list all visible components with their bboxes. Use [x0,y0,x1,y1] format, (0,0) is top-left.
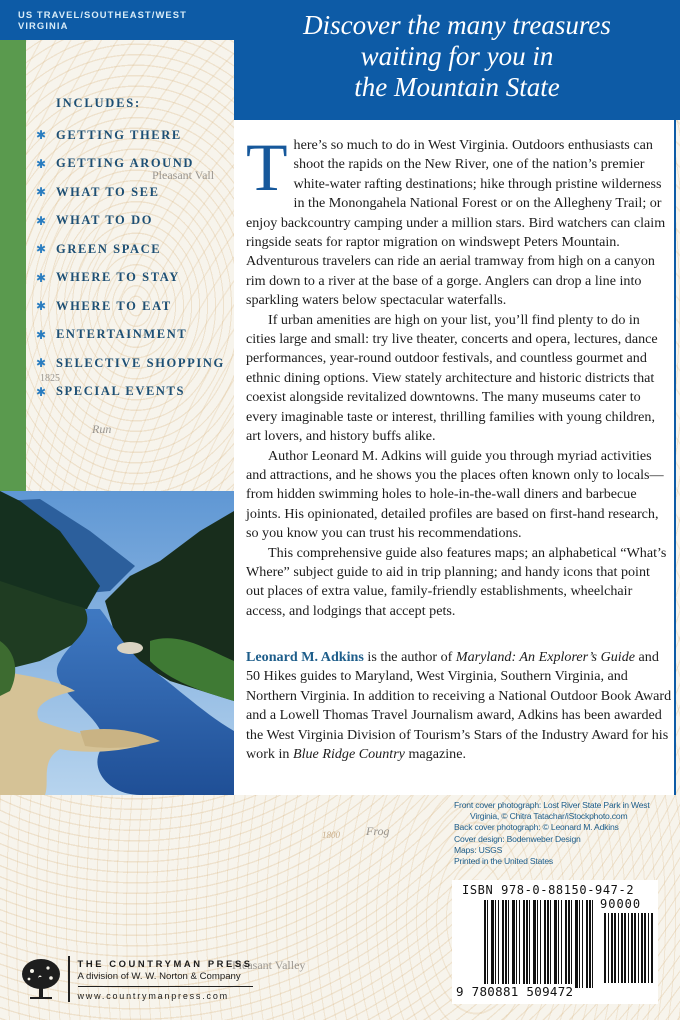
asterisk-bullet-icon: ✱ [36,327,48,342]
paragraph-intro: There’s so much to do in West Virginia. Outdoors enthusiasts can shoot the rapids on the New River, one of the nation’s premier white-water rafting destinations; hike through pristine wilderness in the Monongahela National Forest or on the Allegheny Trail; or enjoy backcountry camping under a million stars. Bird watchers can claim ringside seats for raptor migration on windswept Peters Mountain. Adventurous travelers can ride an aerial tramway from high on a canyon rim down to a river at the base of a gorge. Anglers can drop a line into sparkling waters below spectacular waterfalls. [246,129,666,309]
map-label-elevation-1825: 1825 [40,373,60,384]
credit-front-cover: Front cover photograph: Lost River State Park in West [454,800,650,810]
paragraph-urban: If urban amenities are high on your list, you’ll find plenty to do in cities large and small: try live theater, concerts and opera, lectures, dance performances, year-round outdoor festivals, and countless gourmet and ethnic dining options. View stately architecture and historic districts that coexist alongside revitalized downtowns. The many museums cater to every imaginable taste or interest, thrilling families with young children, art lovers, and history buffs alike. [246,311,658,445]
headline-line-2: waiting for you in [360,41,554,71]
headline-line-1: Discover the many treasures [303,10,611,40]
green-accent-strip [0,40,26,491]
includes-item: ✱ WHERE TO STAY [36,270,180,285]
drop-cap: T [246,129,288,205]
asterisk-bullet-icon: ✱ [36,185,48,200]
publisher-name: THE COUNTRYMAN PRESS [77,957,253,969]
category-banner [0,0,234,40]
map-label-frog: Frog [366,824,390,838]
asterisk-bullet-icon: ✱ [36,128,48,143]
includes-item: ✱ SPECIAL EVENTS [36,384,186,399]
includes-item: ✱ WHERE TO EAT [36,298,172,314]
map-label-pleasant-valley: Pleasant Vall [152,168,215,182]
author-bio: Leonard M. Adkins is the author of Maryland: An Explorer’s Guide and 50 Hikes guides to Maryland, West Virginia, Southern Virginia, and Northern Virginia. In addition to receiving a National Outdoor Book Award and a Lowell Thomas Travel Journalism award, Adkins has been awarded the West Virginia Division of Tourism’s Stars of the Industry Award for his work in Blue Ridge Country magazine. [246,649,672,763]
includes-title: INCLUDES: [56,96,141,110]
asterisk-bullet-icon: ✱ [36,270,48,285]
includes-item: ✱ WHAT TO SEE [36,184,160,200]
includes-item: ✱ GETTING THERE [36,127,182,143]
description-body [246,129,668,621]
tree-logo-icon [20,957,62,1001]
includes-item: ✱ WHAT TO DO [36,213,154,228]
isbn-number: ISBN 978-0-88150-947-2 [462,883,635,897]
magazine-title: Blue Ridge Country [292,746,405,763]
asterisk-bullet-icon: ✱ [36,156,48,171]
isbn-barcode [452,880,658,1004]
barcode-bars-icon [484,900,594,988]
map-label-pleasant-valley-bottom: Pleasant Valley [232,958,306,972]
asterisk-bullet-icon: ✱ [36,213,48,228]
credit-design: Cover design: Bodenweber Design [454,833,581,844]
includes-item: ✱ GETTING AROUND [36,156,195,171]
map-label-elevation-1800: 1800 [322,830,340,840]
ean-digits: 9 780881 509472 [456,984,574,999]
publisher-url: www.countrymanpress.com [77,990,229,1001]
book-title: Maryland: An Explorer’s Guide [455,649,636,665]
river-canyon-illustration [0,491,234,795]
credit-printed: Printed in the United States [454,856,554,867]
description-panel [234,120,676,795]
map-label-run: Run [92,422,112,436]
includes-item: ✱ SELECTIVE SHOPPING [36,355,225,371]
publisher-text [78,958,253,1001]
headline-banner [234,0,680,120]
credit-back-cover: Back cover photograph: © Leonard M. Adkins [454,822,619,833]
asterisk-bullet-icon: ✱ [36,299,48,314]
includes-list [36,96,231,406]
publisher-divider [68,956,70,1002]
publisher-division: A division of W. W. Norton & Company [78,971,253,987]
asterisk-bullet-icon: ✱ [36,384,48,399]
barcode-addon-bars-icon [604,913,654,983]
publisher-block [20,956,253,1002]
headline-line-3: the Mountain State [354,72,560,102]
paragraph-features: This comprehensive guide also features maps; an alphabetical “What’s Where” subject guide to aid in trip planning; and handy icons that point out places of extra value, family-friendly establishments, wheelchair access, and lodgings that accept pets. [246,544,667,619]
cover-credits [454,800,680,867]
credit-front-cover-cont: Virginia, © Chitra Tatachar/iStockphoto.com [470,811,628,822]
paragraph-author: Author Leonard M. Adkins will guide you through myriad activities and attractions, and he shows you the places often known only to locals—from hidden swimming holes to hole-in-the-wall diners and barbecue joints. His opinionated, detailed profiles are based on first-hand research, so you know you can trust his recommendations. [246,447,664,542]
author-name: Leonard M. Adkins [246,649,364,665]
includes-item: ✱ ENTERTAINMENT [36,327,188,342]
category-label: US TRAVEL/SOUTHEAST/WEST VIRGINIA [18,9,187,31]
river-canyon-photo [0,491,234,795]
asterisk-bullet-icon: ✱ [36,242,48,257]
price-code: 90000 [600,897,642,911]
includes-item: ✱ GREEN SPACE [36,241,162,257]
asterisk-bullet-icon: ✱ [36,356,48,371]
credit-maps: Maps: USGS [454,844,503,855]
